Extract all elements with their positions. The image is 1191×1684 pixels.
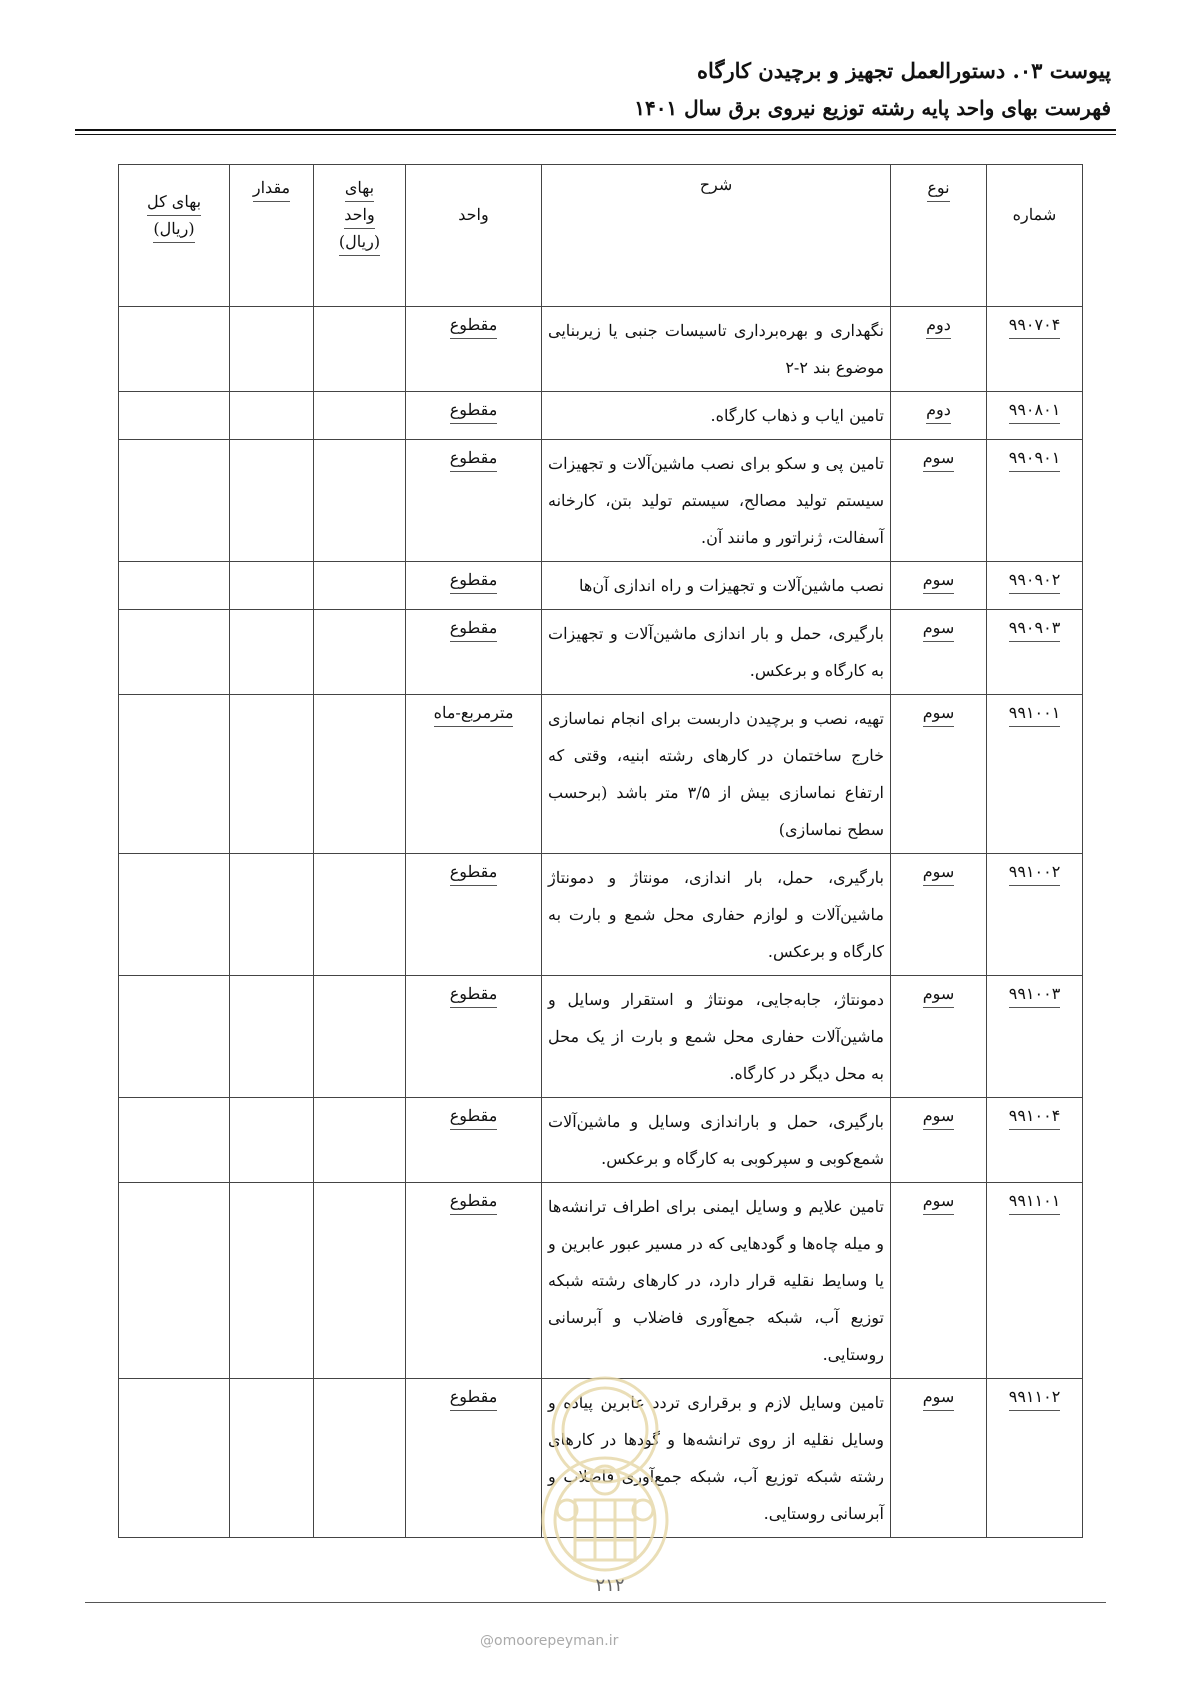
row-type: سوم (923, 700, 955, 727)
price-list-table (118, 164, 1083, 1538)
row-description: نگهداری و بهره‌برداری تاسیسات جنبی یا زیربنایی موضوع بند ۲-۲ (548, 321, 884, 377)
column-header-unit-price: بهای واحد (ریال) (314, 165, 406, 307)
table-row (119, 976, 1083, 1098)
row-number: ۹۹۱۰۰۱ (1009, 700, 1061, 727)
row-unit: مقطوع (450, 397, 498, 424)
row-number: ۹۹۱۰۰۴ (1009, 1103, 1061, 1130)
row-unit: مقطوع (450, 1188, 498, 1215)
row-description: دمونتاژ، جابه‌جایی، مونتاژ و استقرار وسایل و ماشین‌آلات حفاری محل شمع و بارت از یک محل به محل دیگر در کارگاه. (548, 990, 884, 1083)
row-type: دوم (926, 397, 951, 424)
row-description: تهیه، نصب و برچیدن داربست برای انجام نماسازی خارج ساختمان در کارهای رشته ابنیه، وقتی که ارتفاع نماسازی بیش از ۳/۵ متر باشد (برحسب سطح نماسازی) (548, 709, 885, 839)
row-type: سوم (923, 1384, 955, 1411)
table-row (119, 610, 1083, 695)
table-row (119, 1183, 1083, 1379)
page-number: ۲۱۲ (595, 1575, 625, 1596)
row-unit: مقطوع (450, 981, 498, 1008)
row-unit: مقطوع (450, 567, 498, 594)
row-description: بارگیری، حمل، بار اندازی، مونتاژ و دمونتاژ ماشین‌آلات و لوازم حفاری محل شمع و بارت به کارگاه و برعکس. (548, 868, 884, 961)
row-type: سوم (923, 1103, 955, 1130)
header-rule-thin (75, 134, 1116, 135)
table-row (119, 392, 1083, 440)
column-header-number: شماره (987, 165, 1083, 307)
document-header-title: پیوست ۰۳. دستورالعمل تجهیز و برچیدن کارگاه (697, 58, 1111, 83)
row-number: ۹۹۰۹۰۲ (1009, 567, 1061, 594)
column-header-quantity: مقدار (230, 165, 314, 307)
row-description: بارگیری، حمل و بار اندازی ماشین‌آلات و تجهیزات به کارگاه و برعکس. (548, 624, 884, 680)
document-header-subtitle: فهرست بهای واحد پایه رشته توزیع نیروی برق سال ۱۴۰۱ (634, 96, 1111, 120)
table-row (119, 307, 1083, 392)
row-number: ۹۹۰۷۰۴ (1009, 312, 1061, 339)
row-unit: مقطوع (450, 1384, 498, 1411)
column-header-description: شرح (542, 165, 891, 307)
column-header-unit: واحد (406, 165, 542, 307)
table-row (119, 1379, 1083, 1538)
row-unit: مقطوع (450, 312, 498, 339)
footer-rule (85, 1602, 1106, 1603)
table-row (119, 440, 1083, 562)
row-unit: مقطوع (450, 1103, 498, 1130)
row-type: سوم (923, 615, 955, 642)
row-description: تامین علایم و وسایل ایمنی برای اطراف ترانشه‌ها و میله چاه‌ها و گودهایی که در مسیر عبور عابرین و یا وسایط نقلیه قرار دارد، در کارهای رشته شبکه توزیع آب، شبکه جمع‌آوری فاضلاب و آبرسانی روستایی. (548, 1197, 884, 1364)
row-number: ۹۹۰۸۰۱ (1009, 397, 1061, 424)
column-header-total-price: بهای کل (ریال) (119, 165, 230, 307)
row-description: بارگیری، حمل و باراندازی وسایل و ماشین‌آلات شمع‌کوبی و سپرکوبی به کارگاه و برعکس. (548, 1112, 884, 1168)
row-number: ۹۹۱۰۰۳ (1009, 981, 1061, 1008)
table-row (119, 695, 1083, 854)
row-description: تامین ایاب و ذهاب کارگاه. (710, 406, 884, 425)
row-type: سوم (923, 859, 955, 886)
row-type: دوم (926, 312, 951, 339)
row-description: تامین وسایل لازم و برقراری تردد عابرین پیاده و وسایل نقلیه از روی ترانشه‌ها و گودها در کارهای رشته شبکه توزیع آب، شبکه جمع‌آوری فاضلاب و آبرسانی روستایی. (548, 1393, 884, 1523)
row-unit: مقطوع (450, 445, 498, 472)
row-number: ۹۹۱۱۰۲ (1009, 1384, 1061, 1411)
row-number: ۹۹۰۹۰۱ (1009, 445, 1061, 472)
table-row (119, 1098, 1083, 1183)
column-header-type: نوع (891, 165, 987, 307)
website-watermark: @omoorepeyman.ir (480, 1633, 619, 1649)
row-type: سوم (923, 981, 955, 1008)
header-rule-thick (75, 129, 1116, 131)
row-description: نصب ماشین‌آلات و تجهیزات و راه اندازی آن‌ها (579, 576, 884, 595)
table-header-row (119, 165, 1083, 307)
table-row (119, 854, 1083, 976)
row-number: ۹۹۰۹۰۳ (1009, 615, 1061, 642)
row-description: تامین پی و سکو برای نصب ماشین‌آلات و تجهیزات سیستم تولید مصالح، سیستم تولید بتن، کارخانه آسفالت، ژنراتور و مانند آن. (548, 454, 884, 547)
table-row (119, 562, 1083, 610)
row-number: ۹۹۱۱۰۱ (1009, 1188, 1061, 1215)
row-type: سوم (923, 1188, 955, 1215)
row-type: سوم (923, 445, 955, 472)
row-type: سوم (923, 567, 955, 594)
row-number: ۹۹۱۰۰۲ (1009, 859, 1061, 886)
row-unit: مقطوع (450, 615, 498, 642)
row-unit: مترمربع-ماه (434, 700, 514, 727)
row-unit: مقطوع (450, 859, 498, 886)
